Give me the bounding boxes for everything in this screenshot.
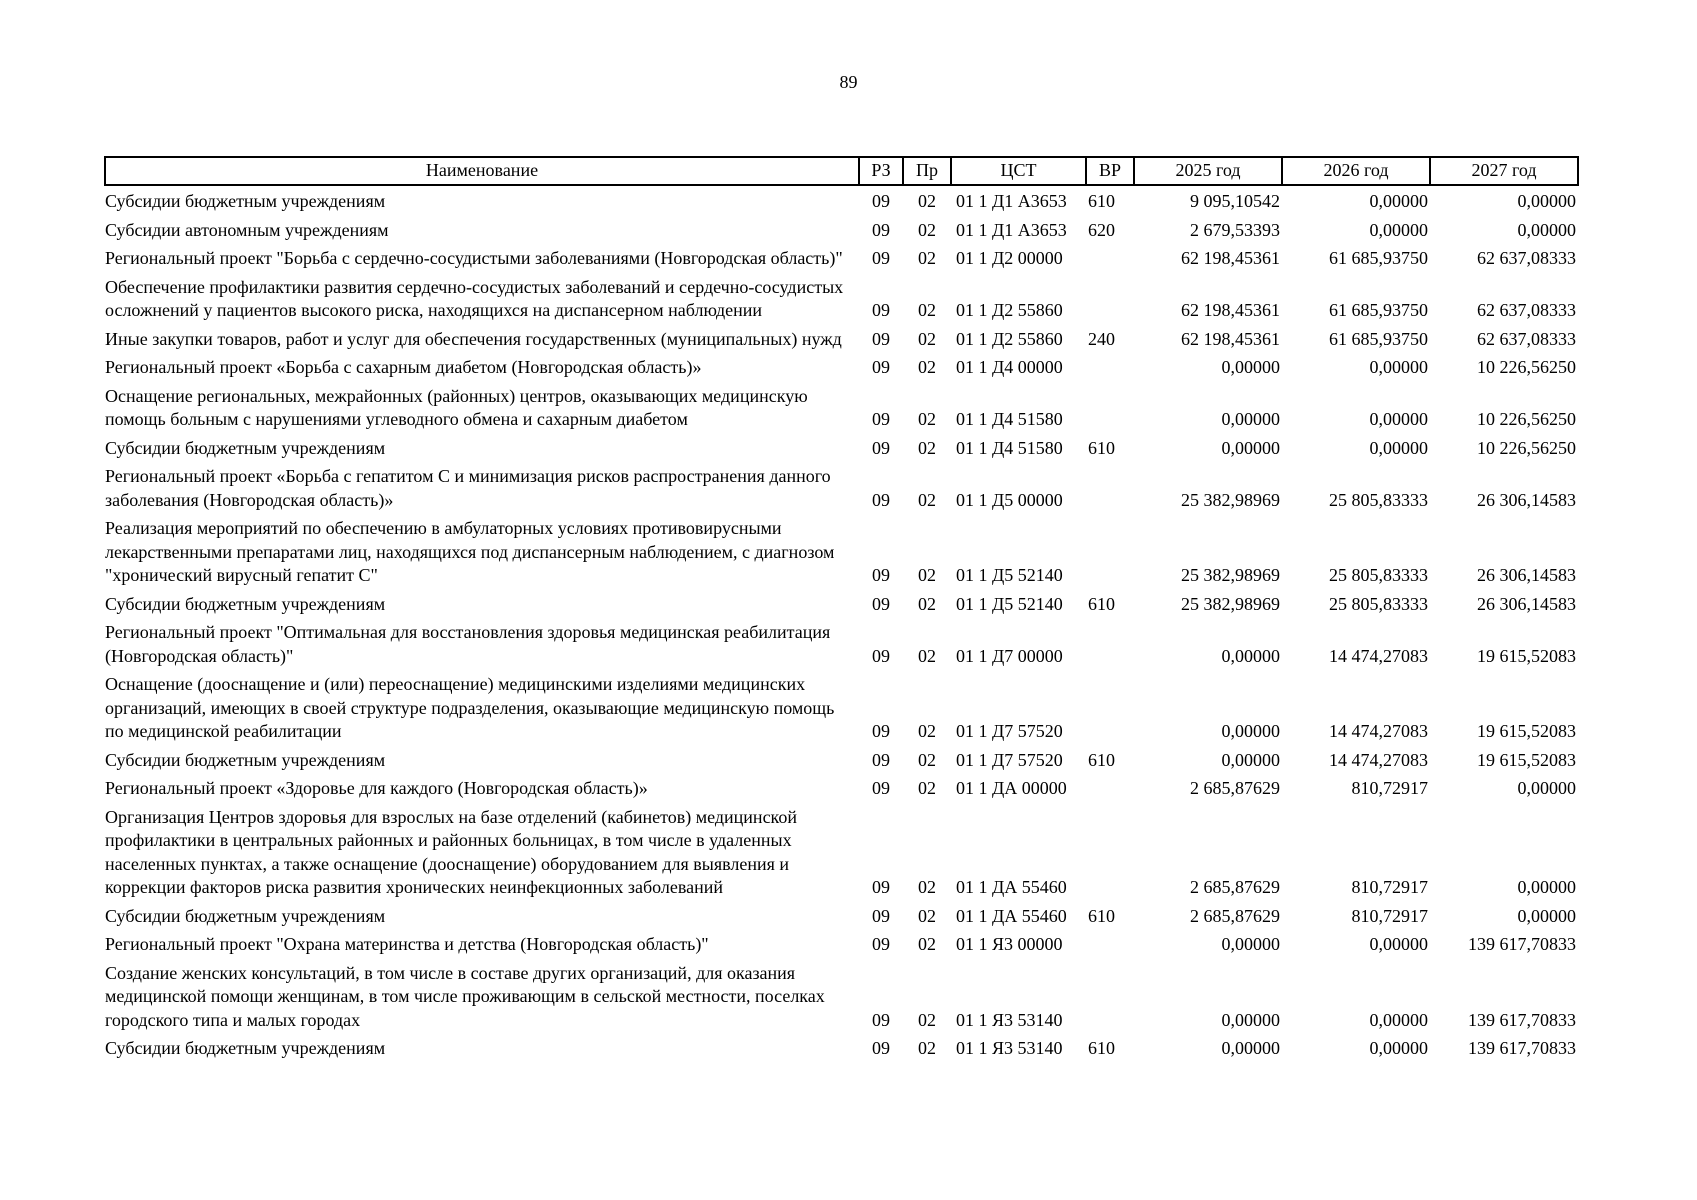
- row-vr: [1086, 512, 1134, 588]
- row-pr: 02: [918, 409, 936, 429]
- row-cst: 01 1 Д1 А3653: [956, 191, 1067, 211]
- row-name: Региональный проект "Борьба с сердечно-сосудистыми заболеваниями (Новгородская область)": [105, 248, 843, 268]
- row-rz: 09: [872, 1009, 890, 1030]
- row-name: Региональный проект "Оптимальная для восстановления здоровья медицинская реабилитация (Новгородская область)": [105, 622, 831, 666]
- table-body: [105, 185, 1578, 1061]
- row-pr: 02: [918, 905, 936, 926]
- row-value-2025: 25 382,98969: [1181, 565, 1280, 585]
- row-vr: [1086, 668, 1134, 744]
- table-row: [105, 616, 1578, 668]
- row-cst: 01 1 Д2 55860: [956, 328, 1063, 349]
- header-2027: 2027 год: [1430, 157, 1578, 185]
- row-value-2026: 0,00000: [1369, 219, 1428, 240]
- row-name: Субсидии бюджетным учреждениям: [105, 191, 386, 211]
- row-rz: 09: [872, 749, 890, 770]
- row-value-2026: 0,00000: [1369, 1009, 1428, 1030]
- table-row: [105, 323, 1578, 352]
- row-value-2026: 0,00000: [1369, 437, 1428, 458]
- table-row: [105, 772, 1578, 801]
- row-rz: 09: [872, 905, 890, 926]
- row-value-2026: 810,72917: [1351, 905, 1428, 926]
- row-value-2025: 62 198,45361: [1181, 300, 1280, 320]
- row-cst: 01 1 Я3 53140: [956, 1038, 1063, 1058]
- row-cst: 01 1 Д5 00000: [956, 489, 1063, 510]
- row-value-2027: 139 617,70833: [1468, 934, 1576, 954]
- row-value-2027: 19 615,52083: [1477, 645, 1576, 666]
- row-value-2025: 2 685,87629: [1190, 778, 1280, 798]
- table-row: [105, 1032, 1578, 1061]
- row-vr: 610: [1088, 749, 1115, 770]
- row-value-2027: 139 617,70833: [1468, 1038, 1576, 1058]
- header-2026: 2026 год: [1282, 157, 1430, 185]
- row-vr: 610: [1088, 191, 1115, 211]
- row-value-2025: 0,00000: [1221, 934, 1280, 954]
- row-vr: [1086, 772, 1134, 801]
- row-value-2027: 19 615,52083: [1477, 749, 1576, 770]
- row-cst: 01 1 Д7 00000: [956, 645, 1063, 666]
- row-pr: 02: [918, 778, 936, 798]
- row-rz: 09: [872, 328, 890, 349]
- row-cst: 01 1 Д7 57520: [956, 749, 1063, 770]
- header-vr: ВР: [1086, 157, 1134, 185]
- table-row: [105, 432, 1578, 461]
- row-vr: [1086, 957, 1134, 1033]
- row-name: Субсидии бюджетным учреждениям: [105, 749, 386, 770]
- row-value-2026: 61 685,93750: [1329, 300, 1428, 320]
- table-row: [105, 900, 1578, 929]
- row-value-2025: 0,00000: [1221, 1038, 1280, 1058]
- row-rz: 09: [872, 645, 890, 666]
- row-pr: 02: [918, 934, 936, 954]
- row-value-2025: 0,00000: [1221, 437, 1280, 458]
- table-row: [105, 185, 1578, 214]
- row-cst: 01 1 Д2 55860: [956, 300, 1063, 320]
- row-value-2025: 62 198,45361: [1181, 248, 1280, 268]
- row-value-2025: 2 685,87629: [1190, 905, 1280, 926]
- page-number: 89: [839, 72, 858, 92]
- row-value-2027: 0,00000: [1517, 191, 1576, 211]
- row-value-2026: 0,00000: [1369, 191, 1428, 211]
- row-name: Региональный проект «Борьба с сахарным диабетом (Новгородская область)»: [105, 357, 702, 377]
- row-vr: 620: [1088, 219, 1115, 240]
- row-value-2026: 0,00000: [1369, 409, 1428, 429]
- row-value-2025: 0,00000: [1221, 1009, 1280, 1030]
- row-vr: 610: [1088, 1038, 1115, 1058]
- table-row: [105, 271, 1578, 323]
- row-pr: 02: [918, 489, 936, 510]
- row-rz: 09: [872, 778, 890, 798]
- row-value-2027: 0,00000: [1517, 905, 1576, 926]
- row-rz: 09: [872, 1038, 890, 1058]
- row-vr: [1086, 460, 1134, 512]
- row-name: Субсидии бюджетным учреждениям: [105, 593, 386, 614]
- row-value-2026: 810,72917: [1351, 877, 1428, 897]
- row-cst: 01 1 Д7 57520: [956, 721, 1063, 741]
- table-row: [105, 380, 1578, 432]
- row-vr: 240: [1088, 328, 1115, 349]
- row-value-2026: 0,00000: [1369, 1038, 1428, 1058]
- row-pr: 02: [918, 1038, 936, 1058]
- table-row: [105, 744, 1578, 773]
- row-vr: [1086, 616, 1134, 668]
- row-name: Субсидии бюджетным учреждениям: [105, 905, 386, 926]
- row-value-2025: 0,00000: [1221, 357, 1280, 377]
- row-pr: 02: [918, 1009, 936, 1030]
- row-value-2026: 25 805,83333: [1329, 593, 1428, 614]
- row-value-2026: 14 474,27083: [1329, 721, 1428, 741]
- row-vr: 610: [1088, 437, 1115, 458]
- row-value-2026: 61 685,93750: [1329, 248, 1428, 268]
- table-row: [105, 351, 1578, 380]
- row-name: Реализация мероприятий по обеспечению в амбулаторных условиях противовирусными лекарственными препаратами лиц, находящихся под диспансерным наблюдением, с диагнозом "хронический вирусный гепатит С": [105, 518, 835, 585]
- row-value-2025: 25 382,98969: [1181, 593, 1280, 614]
- row-value-2026: 14 474,27083: [1329, 749, 1428, 770]
- row-value-2027: 26 306,14583: [1477, 489, 1576, 510]
- row-cst: 01 1 ДА 55460: [956, 905, 1067, 926]
- row-value-2027: 10 226,56250: [1477, 409, 1576, 429]
- row-name: Субсидии автономным учреждениям: [105, 219, 389, 240]
- row-value-2027: 139 617,70833: [1468, 1009, 1576, 1030]
- header-name: Наименование: [105, 157, 859, 185]
- row-value-2025: 0,00000: [1221, 409, 1280, 429]
- row-value-2027: 19 615,52083: [1477, 721, 1576, 741]
- table-row: [105, 801, 1578, 900]
- row-value-2025: 62 198,45361: [1181, 328, 1280, 349]
- row-vr: [1086, 380, 1134, 432]
- row-rz: 09: [872, 300, 890, 320]
- row-rz: 09: [872, 489, 890, 510]
- row-pr: 02: [918, 877, 936, 897]
- table-header-row: [105, 157, 1578, 185]
- row-value-2027: 10 226,56250: [1477, 357, 1576, 377]
- row-vr: [1086, 928, 1134, 957]
- row-rz: 09: [872, 191, 890, 211]
- row-rz: 09: [872, 565, 890, 585]
- row-name: Иные закупки товаров, работ и услуг для обеспечения государственных (муниципальных) нужд: [105, 328, 842, 349]
- row-rz: 09: [872, 409, 890, 429]
- row-value-2026: 25 805,83333: [1329, 565, 1428, 585]
- row-value-2027: 10 226,56250: [1477, 437, 1576, 458]
- row-name: Оснащение (дооснащение и (или) переоснащение) медицинскими изделиями медицинских организаций, имеющих в своей структуре подразделения, оказывающие медицинскую помощь по медицинской реабилитации: [105, 674, 835, 741]
- row-vr: [1086, 271, 1134, 323]
- row-name: Субсидии бюджетным учреждениям: [105, 1038, 386, 1058]
- row-value-2025: 0,00000: [1221, 645, 1280, 666]
- row-value-2026: 14 474,27083: [1329, 645, 1428, 666]
- row-name: Обеспечение профилактики развития сердечно-сосудистых заболеваний и сердечно-сосудистых осложнений у пациентов высокого риска, находящихся на диспансерном наблюдении: [105, 276, 844, 320]
- row-value-2027: 0,00000: [1517, 877, 1576, 897]
- row-value-2027: 26 306,14583: [1477, 565, 1576, 585]
- row-pr: 02: [918, 645, 936, 666]
- row-name: Организация Центров здоровья для взрослых на базе отделений (кабинетов) медицинской профилактики в центральных районных и районных больницах, в том числе в удаленных населенных пунктах, а также оснащение (дооснащение) оборудованием для выявления и коррекции факторов риска развития хронических неинфекционных заболеваний: [105, 806, 798, 897]
- row-name: Региональный проект «Борьба с гепатитом С и минимизация рисков распространения данного заболевания (Новгородская область)»: [105, 466, 831, 510]
- row-name: Региональный проект "Охрана материнства и детства (Новгородская область)": [105, 934, 709, 954]
- row-pr: 02: [918, 328, 936, 349]
- row-cst: 01 1 ДА 00000: [956, 778, 1067, 798]
- table-row: [105, 460, 1578, 512]
- header-rz: РЗ: [859, 157, 903, 185]
- row-value-2025: 9 095,10542: [1190, 191, 1280, 211]
- row-vr: 610: [1088, 593, 1115, 614]
- row-vr: [1086, 801, 1134, 900]
- row-rz: 09: [872, 934, 890, 954]
- row-value-2025: 0,00000: [1221, 749, 1280, 770]
- row-vr: [1086, 351, 1134, 380]
- row-pr: 02: [918, 300, 936, 320]
- row-vr: [1086, 242, 1134, 271]
- row-pr: 02: [918, 219, 936, 240]
- row-value-2026: 810,72917: [1351, 778, 1428, 798]
- row-cst: 01 1 Д4 51580: [956, 437, 1063, 458]
- row-rz: 09: [872, 357, 890, 377]
- row-pr: 02: [918, 749, 936, 770]
- row-value-2026: 61 685,93750: [1329, 328, 1428, 349]
- table-row: [105, 214, 1578, 243]
- row-value-2027: 62 637,08333: [1477, 328, 1576, 349]
- row-cst: 01 1 Д1 А3653: [956, 219, 1067, 240]
- table-row: [105, 512, 1578, 588]
- row-cst: 01 1 ДА 55460: [956, 877, 1067, 897]
- row-value-2025: 0,00000: [1221, 721, 1280, 741]
- row-name: Оснащение региональных, межрайонных (районных) центров, оказывающих медицинскую помощь больным с нарушениями углеводного обмена и сахарным диабетом: [105, 385, 808, 429]
- row-name: Субсидии бюджетным учреждениям: [105, 437, 386, 458]
- row-pr: 02: [918, 437, 936, 458]
- row-value-2027: 62 637,08333: [1477, 248, 1576, 268]
- row-value-2026: 0,00000: [1369, 357, 1428, 377]
- row-value-2027: 26 306,14583: [1477, 593, 1576, 614]
- row-cst: 01 1 Я3 53140: [956, 1009, 1063, 1030]
- row-rz: 09: [872, 877, 890, 897]
- table-row: [105, 242, 1578, 271]
- row-pr: 02: [918, 565, 936, 585]
- row-cst: 01 1 Д5 52140: [956, 593, 1063, 614]
- row-rz: 09: [872, 248, 890, 268]
- row-pr: 02: [918, 721, 936, 741]
- header-2025: 2025 год: [1134, 157, 1282, 185]
- row-rz: 09: [872, 721, 890, 741]
- row-cst: 01 1 Д2 00000: [956, 248, 1063, 268]
- row-value-2025: 2 679,53393: [1190, 219, 1280, 240]
- table-row: [105, 588, 1578, 617]
- table-row: [105, 928, 1578, 957]
- table-row: [105, 668, 1578, 744]
- header-cst: ЦСТ: [951, 157, 1086, 185]
- row-pr: 02: [918, 248, 936, 268]
- row-rz: 09: [872, 219, 890, 240]
- row-name: Создание женских консультаций, в том числе в составе других организаций, для оказания медицинской помощи женщинам, в том числе проживающим в сельской местности, поселках городского типа и малых городах: [105, 962, 825, 1030]
- row-value-2025: 25 382,98969: [1181, 489, 1280, 510]
- row-cst: 01 1 Д4 51580: [956, 409, 1063, 429]
- row-cst: 01 1 Я3 00000: [956, 934, 1063, 954]
- row-value-2026: 25 805,83333: [1329, 489, 1428, 510]
- table-row: [105, 957, 1578, 1033]
- row-pr: 02: [918, 191, 936, 211]
- row-value-2026: 0,00000: [1369, 934, 1428, 954]
- row-value-2025: 2 685,87629: [1190, 877, 1280, 897]
- row-pr: 02: [918, 357, 936, 377]
- row-name: Региональный проект «Здоровье для каждого (Новгородская область)»: [105, 778, 648, 798]
- row-value-2027: 0,00000: [1517, 778, 1576, 798]
- row-value-2027: 0,00000: [1517, 219, 1576, 240]
- row-rz: 09: [872, 593, 890, 614]
- row-pr: 02: [918, 593, 936, 614]
- row-cst: 01 1 Д5 52140: [956, 565, 1063, 585]
- row-cst: 01 1 Д4 00000: [956, 357, 1063, 377]
- row-value-2027: 62 637,08333: [1477, 300, 1576, 320]
- budget-table: [104, 156, 1579, 1061]
- row-rz: 09: [872, 437, 890, 458]
- header-pr: Пр: [903, 157, 951, 185]
- row-vr: 610: [1088, 905, 1115, 926]
